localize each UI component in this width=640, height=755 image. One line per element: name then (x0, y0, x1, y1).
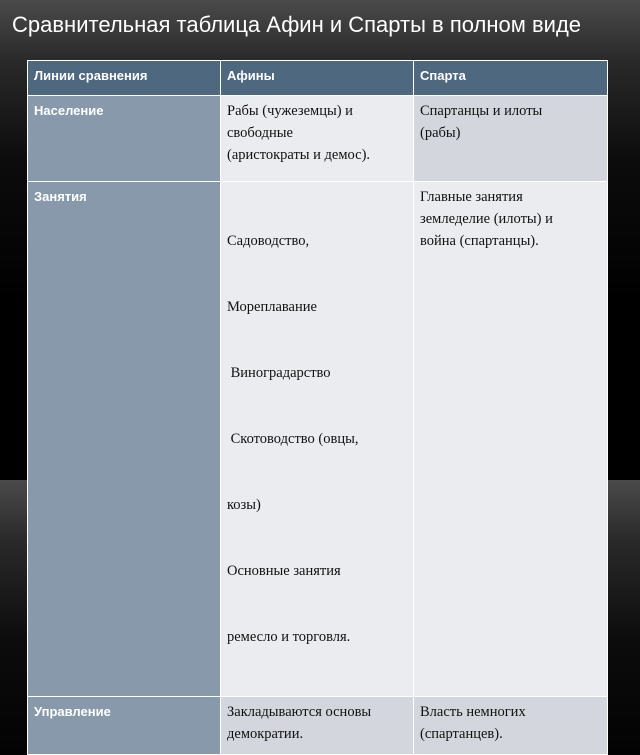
cell-sparta-occupations (414, 182, 608, 697)
text-line: Виноградарство (227, 365, 331, 381)
text-line: ремесло и торговля. (227, 629, 351, 645)
text-line: Садоводство, (227, 233, 310, 249)
text-line: Основные занятия (227, 563, 341, 579)
text-line: Спартанцы и илоты (420, 103, 543, 119)
cell-sparta-population (414, 96, 608, 182)
text-line: (спартанцев). (420, 726, 503, 742)
table-row-occupations (28, 182, 608, 697)
table-row-governance (28, 697, 608, 755)
text-line: (рабы) (420, 125, 461, 141)
text-line: (аристократы и демос). (227, 147, 371, 163)
row-label-governance: Управление (28, 697, 221, 755)
table-row-population (28, 96, 608, 182)
row-label-occupations: Занятия (28, 182, 221, 697)
text-line: Главные занятия (420, 189, 523, 205)
text-line: Скотоводство (овцы, (227, 431, 359, 447)
text-line: свободные (227, 125, 293, 141)
text-line: война (спартанцы). (420, 233, 539, 249)
cell-athens-occupations (221, 182, 414, 697)
text-line: козы) (227, 497, 261, 513)
cell-sparta-governance (414, 697, 608, 755)
text-line: Рабы (чужеземцы) и (227, 103, 353, 119)
comparison-table (27, 60, 608, 755)
text-line: Мореплавание (227, 299, 317, 315)
header-lines-of-comparison: Линии сравнения (28, 61, 221, 96)
table-header-row (28, 61, 608, 96)
header-athens: Афины (221, 61, 414, 96)
slide-title: Сравнительная таблица Афин и Спарты в полном виде (12, 12, 582, 37)
row-label-population: Население (28, 96, 221, 182)
header-sparta: Спарта (414, 61, 608, 96)
text-line: Власть немногих (420, 704, 526, 720)
text-line: Закладываются основы (227, 704, 372, 720)
text-line: демократии. (227, 726, 304, 742)
text-line: земледелие (илоты) и (420, 211, 553, 227)
cell-athens-population (221, 96, 414, 182)
cell-athens-governance (221, 697, 414, 755)
